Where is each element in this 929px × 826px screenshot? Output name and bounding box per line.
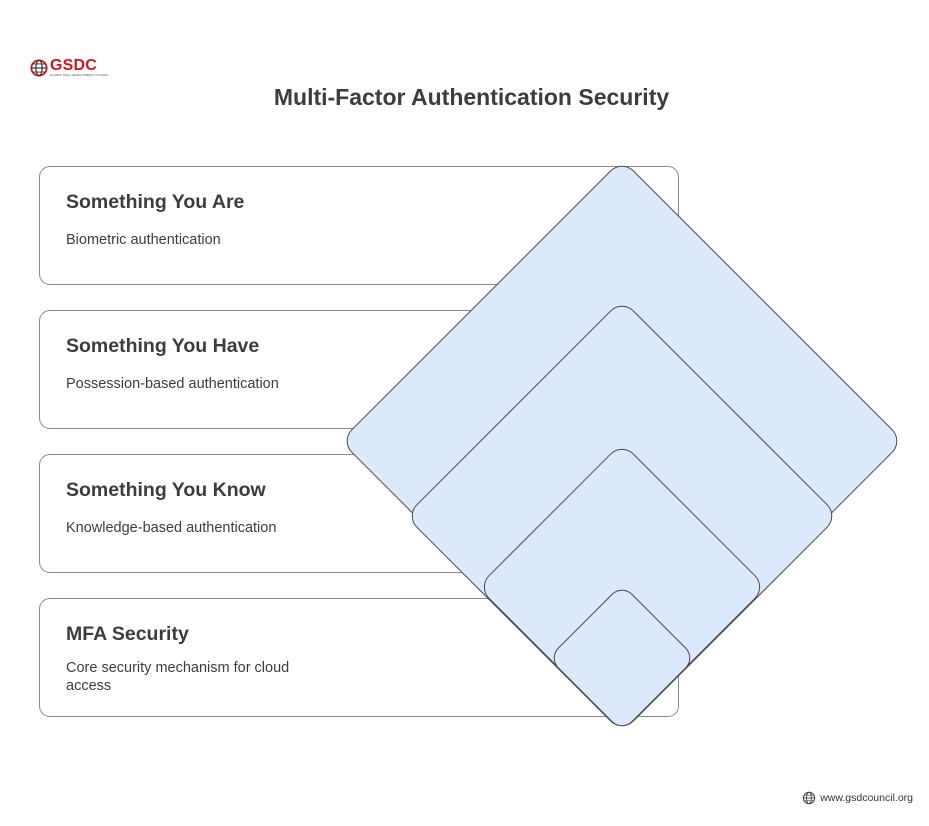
website-link[interactable]: www.gsdcouncil.org	[820, 792, 913, 804]
layer-description: Knowledge-based authentication	[66, 520, 277, 536]
logo-text: GSDC	[50, 57, 98, 74]
footer	[802, 790, 913, 806]
layer-title: Something You Know	[66, 479, 266, 501]
layer-title: MFA Security	[66, 623, 189, 645]
globe-icon	[802, 791, 816, 805]
layer-title: Something You Have	[66, 335, 260, 357]
layer-description: Biometric authentication	[66, 232, 221, 248]
layer-description: Core security mechanism for cloud access	[66, 660, 290, 694]
layer-title: Something You Are	[66, 191, 245, 213]
layer-description: Possession-based authentication	[66, 376, 279, 392]
logo-tagline: GLOBAL SKILL DEVELOPMENT COUNCIL	[50, 73, 109, 77]
page-title: Multi-Factor Authentication Security	[273, 84, 670, 110]
